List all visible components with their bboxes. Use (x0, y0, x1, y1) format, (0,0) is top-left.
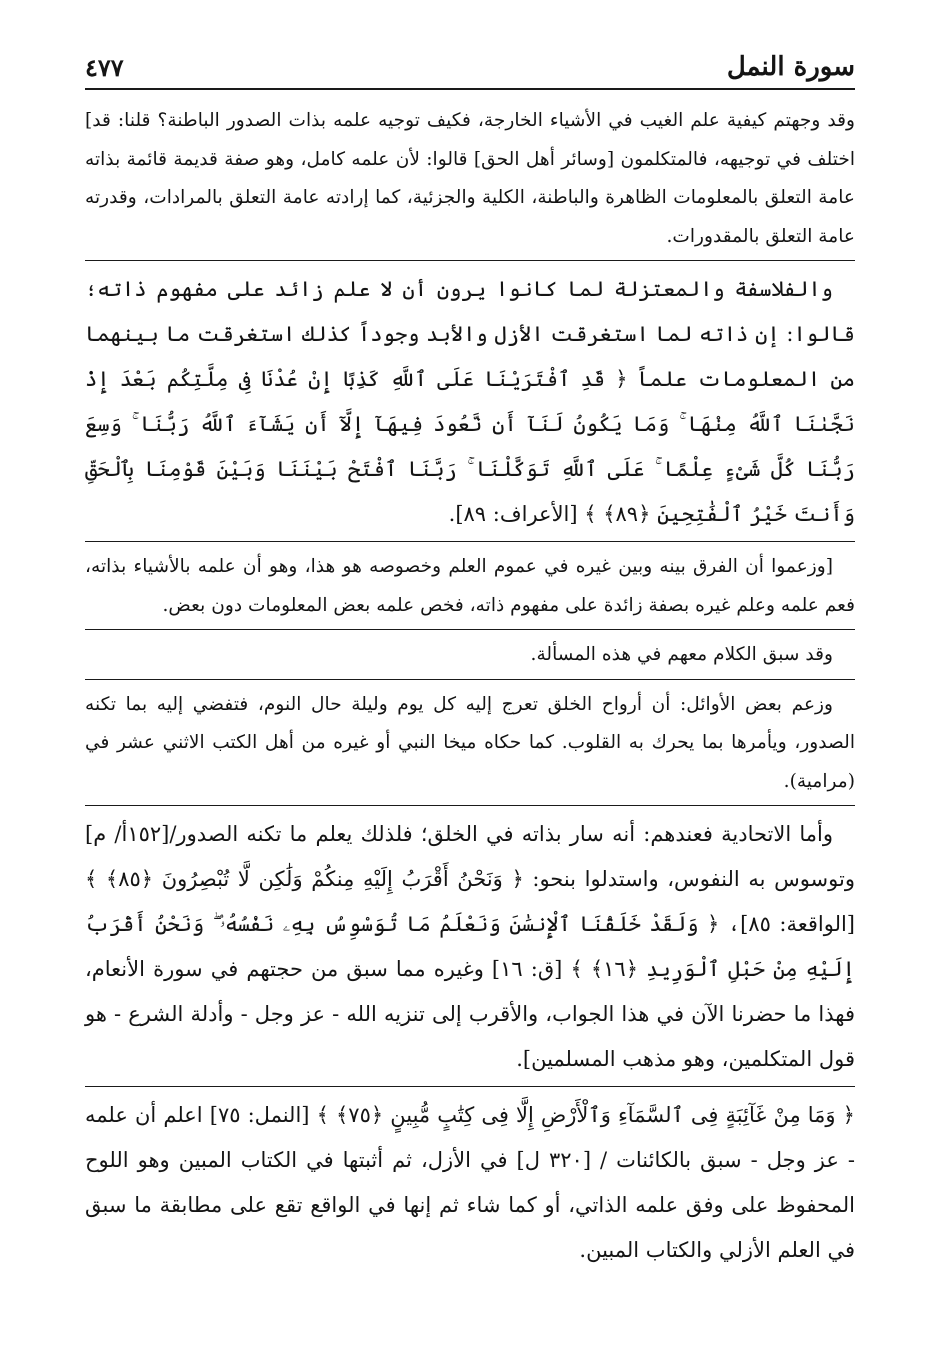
surah-title: سورة النمل (726, 52, 855, 82)
paragraph-separator (85, 629, 855, 630)
page-body (85, 102, 855, 1273)
paragraph-separator (85, 805, 855, 806)
paragraph-3: [وزعموا أن الفرق بينه وبين غيره في عموم العلم وخصوصه هو هذا، وهو أن علمه بالأشياء بذاته، فعم علمه وعلم غيره بصفة زائدة على مفهوم ذاته، فخص علمه بعض المعلومات دون بعض. (85, 556, 855, 616)
paragraph-5: وزعم بعض الأوائل: أن أرواح الخلق تعرج إليه كل يوم وليلة حال النوم، فتفضي إليه بما تكنه الصدور، ويأمرها بما يحرك به القلوب. كما حكاه ميخا النبي أو غيره من أهل الكتب الاثني عشر في (مرامية). (85, 693, 855, 792)
paragraph-6: وأما الاتحادية فعندهم: أنه سار بذاته في الخلق؛ فلذلك يعلم ما تكنه الصدور/[١٥٢أ/ م] وتوسوس به النفوس، واستدلوا بنحو: ﴿ وَنَحْنُ أَقْرَبُ إِلَيْهِ مِنكُمْ وَلَٰكِن لَّا تُبْصِرُونَ ﴿٨٥﴾ ﴾ [الواقعة: ٨٥]، ﴿ وَلَقَدْ خَلَقْنَا ٱلْإِنسَٰنَ وَنَعْلَمُ مَا تُوَسْوِسُ بِهِۦ نَفْسُهُۥ ۖ وَنَحْنُ أَقْرَبُ إِلَيْهِ مِنْ حَبْلِ ٱلْوَرِيدِ ﴿١٦﴾ ﴾ [ق: ١٦] وغيره مما سبق من حجتهم في سورة الأنعام، فهذا ما حضرنا الآن في هذا الجواب، والأقرب إلى تنزيه الله - عز وجل - وأدلة الشرع - هو قول المتكلمين، وهو مذهب المسلمين]. (85, 822, 855, 1071)
book-page (85, 30, 855, 1350)
paragraph-separator (85, 1086, 855, 1087)
paragraph-7: ﴿ وَمَا مِنْ غَآئِبَةٍ فِى ٱلسَّمَآءِ وَٱلْأَرْضِ إِلَّا فِى كِتَٰبٍ مُّبِينٍ ﴿٧٥﴾ ﴾ [النمل: ٧٥] اعلم أن علمه - عز وجل - سبق بالكائنات / [٣٢٠ ل] في الأزل، ثم أثبتها في الكتاب المبين وهو اللوح المحفوظ على وفق علمه الذاتي، أو كما شاء ثم إنها في الواقع تقع على مطابقة ما سبق في العلم الأزلي والكتاب المبين. (85, 1103, 855, 1262)
paragraph-separator (85, 541, 855, 542)
paragraph-2: والفلاسفة والمعتزلة لما كانوا يرون أن لا علم زائد على مفهوم ذاته؛ قالوا: إن ذاته لما استغرقت الأزل والأبد وجوداً كذلك استغرقت ما بينهما من المعلومات علماً ﴿ قَدِ ٱفْتَرَيْنَا عَلَى ٱللَّهِ كَذِبًا إِنْ عُدْنَا فِى مِلَّتِكُم بَعْدَ إِذْ نَجَّىٰنَا ٱللَّهُ مِنْهَا ۚ وَمَا يَكُونُ لَنَآ أَن نَّعُودَ فِيهَآ إِلَّآ أَن يَشَآءَ ٱللَّهُ رَبُّنَا ۚ وَسِعَ رَبُّنَا كُلَّ شَىْءٍ عِلْمًا ۚ عَلَى ٱللَّهِ تَوَكَّلْنَا ۚ رَبَّنَا ٱفْتَحْ بَيْنَنَا وَبَيْنَ قَوْمِنَا بِٱلْحَقِّ وَأَنتَ خَيْرُ ٱلْفَٰتِحِينَ ﴿٨٩﴾ ﴾ [الأعراف: ٨٩]. (85, 277, 855, 526)
paragraph-separator (85, 260, 855, 261)
paragraph-4: وقد سبق الكلام معهم في هذه المسألة. (530, 644, 833, 665)
page-number: ٤٧٧ (85, 53, 124, 82)
paragraph-separator (85, 679, 855, 680)
paragraph-1: وقد وجهتم كيفية علم الغيب في الأشياء الخارجة، فكيف توجيه علمه بذات الصدور الباطنة؟ قلنا: قد] اختلف في توجيهه، فالمتكلمون [وسائر أهل الحق] قالوا: لأن علمه كامل، وهو صفة قديمة قائمة بذاته عامة التعلق بالمعلومات الظاهرة والباطنة، الكلية والجزئية، كما إرادته عامة التعلق بالمرادات، وقدرته عامة التعلق بالمقدورات. (85, 110, 855, 247)
page-header (85, 30, 855, 90)
